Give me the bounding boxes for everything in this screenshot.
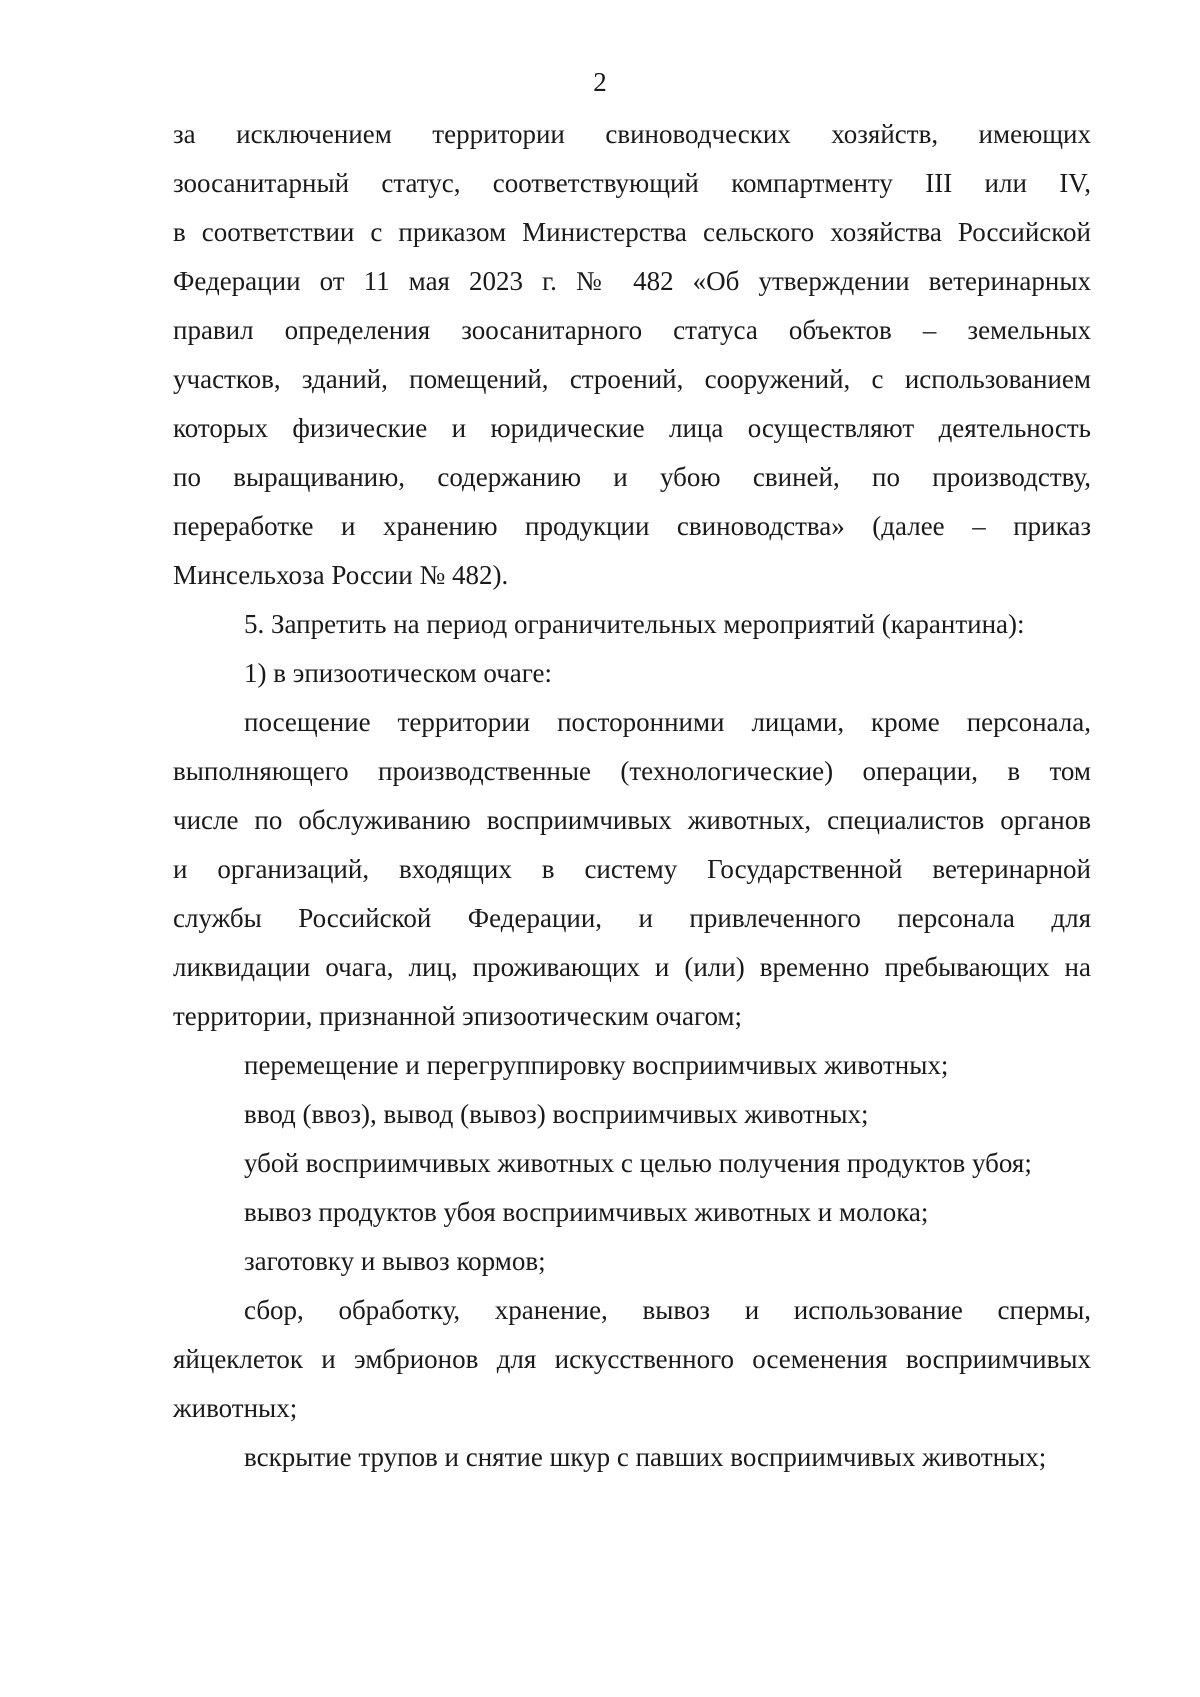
text-line: правил определения зоосанитарного статуса объектов – земельных: [173, 315, 1091, 345]
reproductive-material-paragraph: [173, 1286, 1091, 1433]
products-export-restriction: вывоз продуктов убоя восприимчивых животных и молока;: [244, 1197, 929, 1227]
slaughter-restriction: убой восприимчивых животных с целью получения продуктов убоя;: [244, 1148, 1032, 1178]
subitem-1-heading: 1) в эпизоотическом очаге:: [244, 658, 552, 688]
text-line: яйцеклеток и эмбрионов для искусственного осеменения восприимчивых: [173, 1344, 1091, 1374]
text-line: числе по обслуживанию восприимчивых животных, специалистов органов: [173, 805, 1091, 835]
item-5-heading: 5. Запретить на период ограничительных мероприятий (карантина):: [244, 609, 1025, 639]
import-export-restriction: ввод (ввоз), вывод (вывоз) восприимчивых животных;: [244, 1099, 869, 1129]
movement-restriction: перемещение и перегруппировку восприимчивых животных;: [244, 1050, 949, 1080]
text-line: зоосанитарный статус, соответствующий компартменту III или IV,: [173, 168, 1091, 198]
text-line: сбор, обработку, хранение, вывоз и использование спермы,: [244, 1295, 1091, 1325]
text-line: посещение территории посторонними лицами, кроме персонала,: [244, 707, 1091, 737]
text-line: Минсельхоза России № 482).: [173, 560, 509, 590]
continuation-paragraph: [173, 110, 1091, 600]
text-line: территории, признанной эпизоотическим очагом;: [173, 1001, 743, 1031]
text-line: службы Российской Федерации, и привлеченного персонала для: [173, 903, 1091, 933]
text-line: выполняющего производственные (технологические) операции, в том: [173, 756, 1091, 786]
text-line: участков, зданий, помещений, строений, сооружений, с использованием: [173, 364, 1091, 394]
text-line: и организаций, входящих в систему Государственной ветеринарной: [173, 854, 1091, 884]
document-body: [173, 110, 1091, 1482]
text-line: переработке и хранению продукции свиноводства» (далее – приказ: [173, 511, 1091, 541]
text-line: ликвидации очага, лиц, проживающих и (или) временно пребывающих на: [173, 952, 1091, 982]
page-number: 2: [593, 67, 607, 97]
text-line: животных;: [173, 1393, 298, 1423]
feed-restriction: заготовку и вывоз кормов;: [244, 1246, 546, 1276]
text-line: в соответствии с приказом Министерства сельского хозяйства Российской: [173, 217, 1091, 247]
text-line: Федерации от 11 мая 2023 г. № 482 «Об утверждении ветеринарных: [173, 266, 1091, 296]
autopsy-restriction: вскрытие трупов и снятие шкур с павших восприимчивых животных;: [244, 1442, 1047, 1472]
text-line: которых физические и юридические лица осуществляют деятельность: [173, 413, 1091, 443]
text-line: по выращиванию, содержанию и убою свиней, по производству,: [173, 462, 1091, 492]
text-line: за исключением территории свиноводческих хозяйств, имеющих: [173, 119, 1091, 149]
visit-restriction-paragraph: [173, 698, 1091, 1041]
